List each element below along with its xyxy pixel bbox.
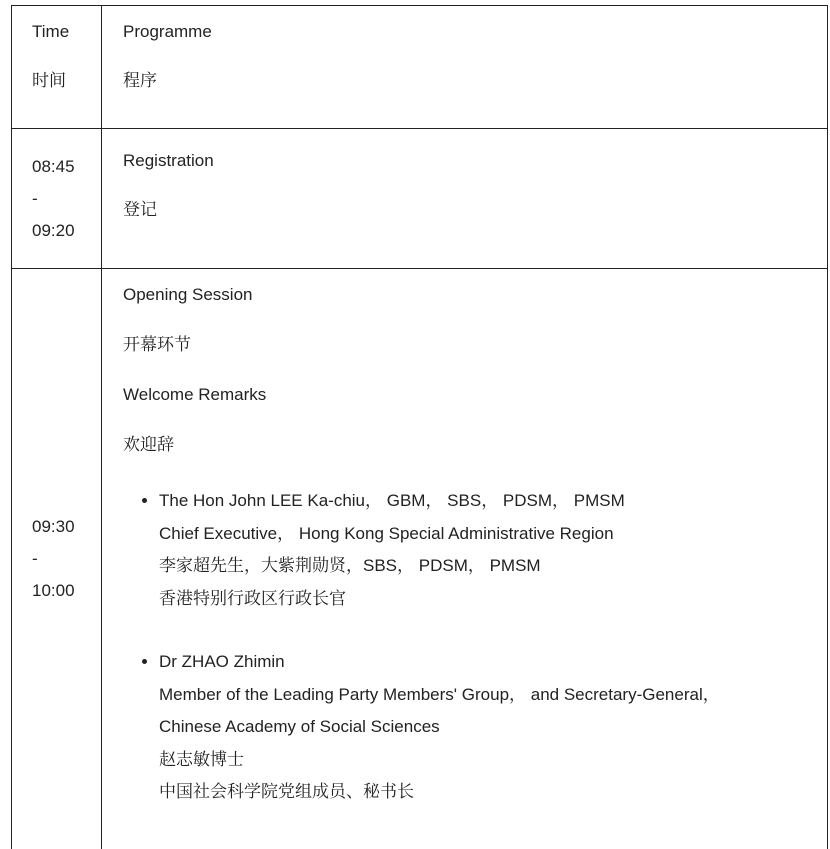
table-row-registration — [12, 129, 828, 269]
table-row-opening — [12, 269, 828, 849]
registration-time-cell — [12, 129, 102, 268]
programme-header-en: Programme — [123, 22, 212, 41]
registration-time-start: 08:45 — [32, 156, 75, 176]
opening-session-en: Opening Session — [123, 285, 253, 304]
opening-time-sep: - — [32, 549, 38, 568]
list-item-speaker — [159, 646, 827, 809]
registration-title-en: Registration — [123, 151, 214, 170]
opening-programme-cell — [102, 269, 828, 849]
registration-title-zh: 登记 — [123, 200, 157, 219]
speaker-line: Member of the Leading Party Members' Group， and Secretary-General， — [159, 684, 720, 704]
list-item-speaker — [159, 485, 827, 615]
opening-time-cell — [12, 269, 102, 849]
opening-time-end: 10:00 — [32, 581, 75, 600]
opening-session-zh: 开幕环节 — [123, 335, 191, 354]
table-header-row — [12, 6, 828, 129]
time-header-zh: 时间 — [32, 71, 66, 90]
speaker-line: Chinese Academy of Social Sciences — [159, 717, 440, 736]
time-header-en: Time — [32, 22, 70, 41]
speaker-line: • Dr ZHAO Zhimin — [159, 652, 285, 671]
speaker-line: Chief Executive， Hong Kong Special Administrative Region — [159, 523, 614, 543]
welcome-remarks-zh: 欢迎辞 — [123, 435, 174, 454]
speaker-line: 中国社会科学院党组成员、秘书长 — [159, 782, 414, 801]
registration-time-sep: - — [32, 188, 38, 208]
opening-time-start: 09:30 — [32, 517, 75, 536]
speaker-list — [123, 485, 827, 809]
registration-programme-cell — [102, 129, 828, 268]
programme-header-cell — [102, 6, 828, 128]
programme-header-zh: 程序 — [123, 71, 157, 90]
speaker-line: 赵志敏博士 — [159, 749, 244, 769]
welcome-remarks-en: Welcome Remarks — [123, 385, 267, 404]
speaker-line: 李家超先生，大紫荆勋贤，SBS， PDSM， PMSM — [159, 556, 541, 575]
programme-table — [11, 5, 828, 849]
registration-time-end: 09:20 — [32, 220, 75, 240]
speaker-line: • The Hon John LEE Ka-chiu， GBM， SBS， PDSM， PMSM — [159, 491, 625, 510]
speaker-line: 香港特别行政区行政长官 — [159, 588, 346, 608]
time-header-cell — [12, 6, 102, 128]
